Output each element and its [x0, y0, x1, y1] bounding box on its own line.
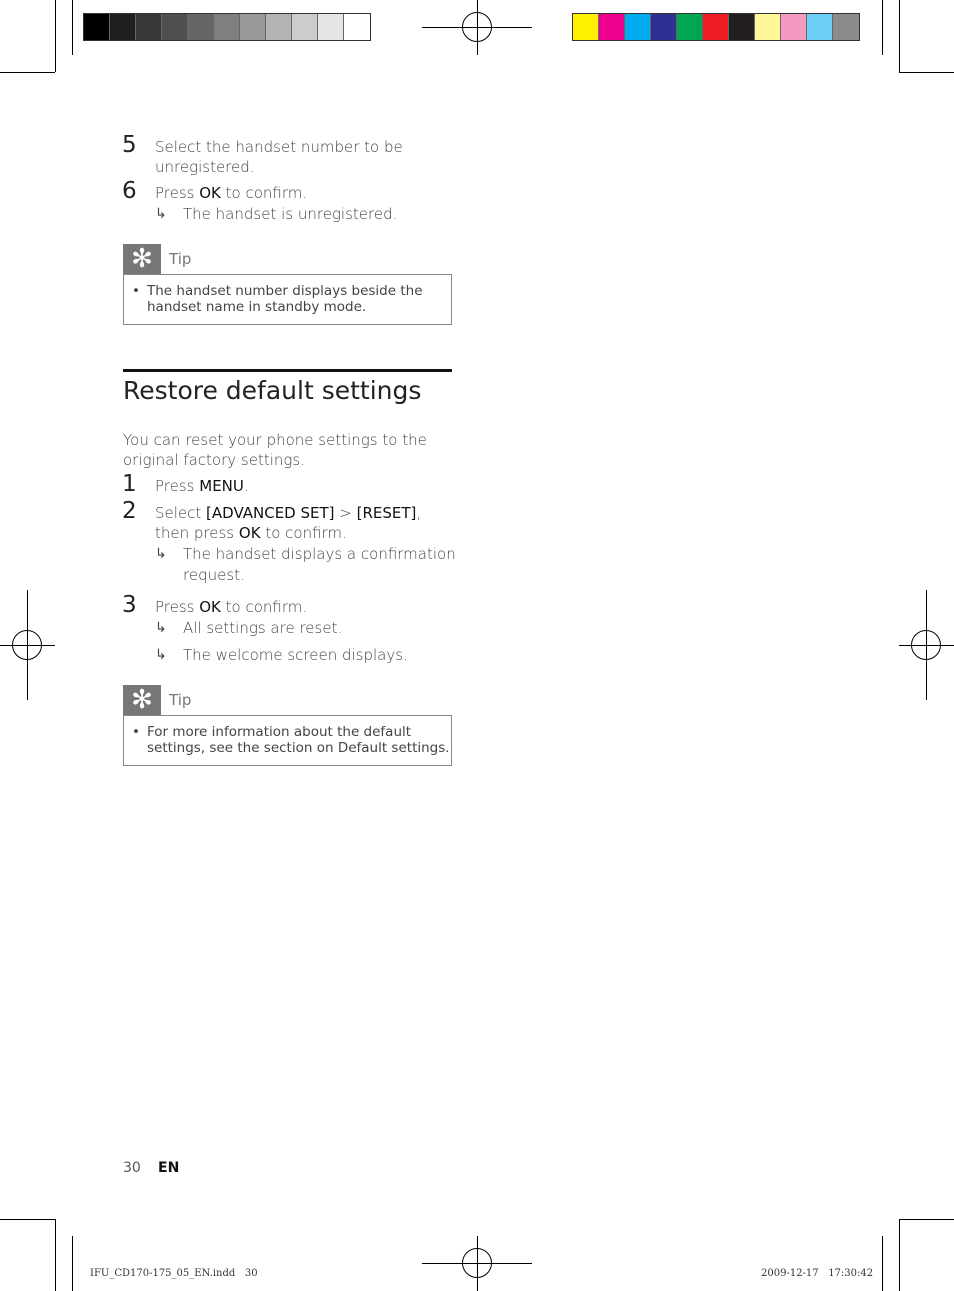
step-text-part: to confirm. [260, 524, 347, 542]
slug-file-info: IFU_CD170-175_05_EN.indd 30 [90, 1268, 258, 1279]
tip-text-line: The handset number displays beside the [147, 283, 423, 299]
section-intro [123, 430, 427, 470]
step-text-part: . [243, 477, 249, 495]
result-arrow-icon: ↳ [155, 206, 167, 222]
intro-line: You can reset your phone settings to the [123, 431, 427, 449]
tip-header [123, 685, 161, 715]
key-label: OK [238, 524, 261, 542]
step-number: 1 [122, 471, 137, 497]
step-result: All settings are reset. [183, 619, 343, 637]
step-text-part: then press [155, 524, 239, 542]
color-swatch [625, 14, 651, 40]
step-text [155, 597, 307, 617]
crop-mark-line [882, 0, 883, 55]
key-label: [ADVANCED SET] [206, 504, 335, 522]
step-text-part: , [416, 504, 422, 522]
key-label: OK [199, 598, 221, 616]
color-swatch [833, 14, 859, 40]
step-text-part: > [334, 504, 357, 522]
step-text-line [155, 523, 421, 543]
tip-label: Tip [169, 691, 192, 709]
crop-mark-line [55, 1219, 56, 1291]
intro-line: original factory settings. [123, 451, 305, 469]
step-text-line: unregistered. [155, 158, 255, 176]
crop-mark-line [72, 1236, 73, 1291]
crop-mark-line [899, 0, 900, 72]
color-swatch [344, 14, 370, 40]
color-swatch [599, 14, 625, 40]
crop-mark-line [72, 0, 73, 55]
heading-rule [123, 369, 452, 372]
crop-mark-line [899, 72, 954, 73]
step-text-part: Press [155, 184, 200, 202]
crop-mark-line [55, 0, 56, 72]
color-swatch [240, 14, 266, 40]
color-swatch [188, 14, 214, 40]
step-text [155, 476, 249, 496]
step-text-part: Select [155, 504, 207, 522]
step-number: 6 [122, 178, 137, 204]
color-swatch [729, 14, 755, 40]
color-swatch [84, 14, 110, 40]
crop-mark-line [882, 1236, 883, 1291]
step-result: The welcome screen displays. [183, 646, 408, 664]
step-text-line [155, 503, 421, 523]
result-line: request. [183, 566, 245, 584]
tip-text [147, 724, 450, 756]
page-number: 30 [123, 1160, 141, 1176]
process-color-bar [572, 13, 860, 41]
color-swatch [136, 14, 162, 40]
tip-header [123, 244, 161, 274]
color-swatch [807, 14, 833, 40]
key-label: [RESET] [356, 504, 417, 522]
step-text [155, 183, 307, 203]
color-swatch [781, 14, 807, 40]
step-text-part: to confirm. [220, 598, 308, 616]
step-result: The handset is unregistered. [183, 205, 398, 223]
step-number: 3 [122, 592, 137, 618]
result-arrow-icon: ↳ [155, 647, 167, 663]
result-arrow-icon: ↳ [155, 546, 167, 562]
key-label: MENU [199, 477, 244, 495]
color-swatch [162, 14, 188, 40]
step-number: 5 [122, 132, 137, 158]
result-arrow-icon: ↳ [155, 620, 167, 636]
step-text-part: to confirm. [220, 184, 308, 202]
step-text [155, 503, 421, 543]
color-swatch [703, 14, 729, 40]
tip-bullet: • [132, 283, 140, 299]
slug-timestamp: 2009-12-17 17:30:42 [761, 1268, 874, 1279]
crop-mark-line [0, 1219, 55, 1220]
color-swatch [677, 14, 703, 40]
color-swatch [573, 14, 599, 40]
step-text-part: Press [155, 477, 200, 495]
step-result [183, 544, 456, 586]
color-swatch [110, 14, 136, 40]
step-text-part: Press [155, 598, 200, 616]
tip-text-line: For more information about the default [147, 724, 412, 740]
grayscale-color-bar [83, 13, 371, 41]
color-swatch [292, 14, 318, 40]
color-swatch [214, 14, 240, 40]
crop-mark-line [899, 1219, 900, 1291]
tip-label: Tip [169, 250, 192, 268]
tip-text-line: settings, see the section on Default settings. [147, 740, 450, 756]
crop-mark-line [0, 72, 55, 73]
tip-text [147, 283, 423, 315]
color-swatch [755, 14, 781, 40]
step-number: 2 [122, 498, 137, 524]
step-text-line: Select the handset number to be [155, 138, 403, 156]
tip-bullet: • [132, 724, 140, 740]
key-label: OK [199, 184, 221, 202]
asterisk-tip-icon: ✻ [131, 244, 153, 274]
step-text [155, 137, 403, 177]
section-title: Restore default settings [123, 376, 422, 405]
color-swatch [318, 14, 344, 40]
tip-text-line: handset name in standby mode. [147, 299, 367, 315]
language-code: EN [158, 1160, 180, 1176]
color-swatch [266, 14, 292, 40]
color-swatch [651, 14, 677, 40]
result-line: The handset displays a confirmation [183, 545, 456, 563]
asterisk-tip-icon: ✻ [131, 685, 153, 715]
crop-mark-line [899, 1219, 954, 1220]
